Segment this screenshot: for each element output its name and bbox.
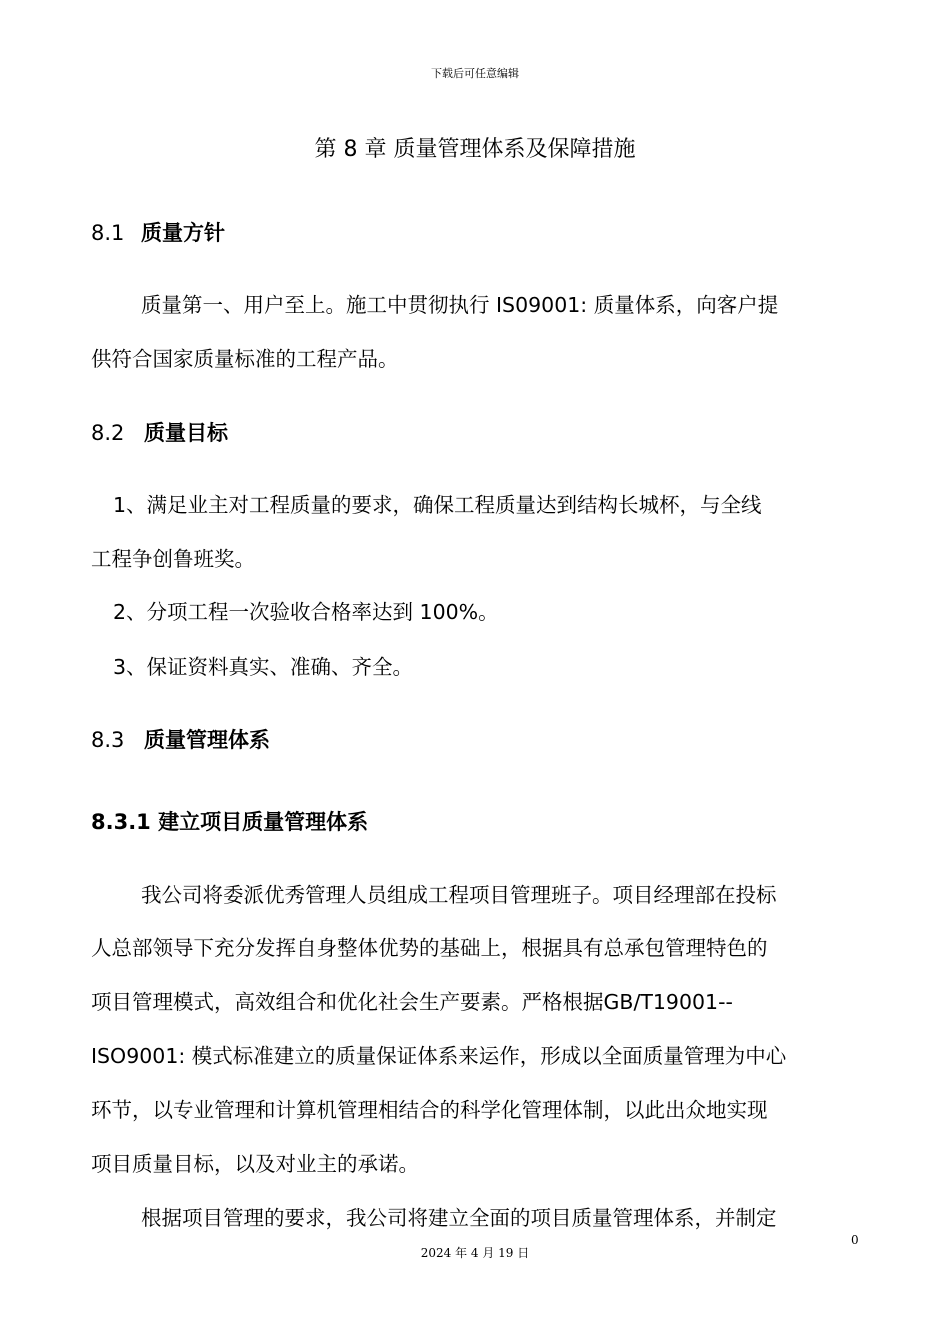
section-heading-8-1 xyxy=(91,218,225,248)
section-number: 8.3 xyxy=(91,728,125,752)
paragraph-line: ISO9001: 模式标准建立的质量保证体系来运作，形成以全面质量管理为中心 xyxy=(91,1044,787,1068)
footer-date: 2024 年 4 月 19 日 xyxy=(420,1246,530,1260)
paragraph-line: 环节，以专业管理和计算机管理相结合的科学化管理体制，以此出众地实现 xyxy=(91,1098,768,1122)
section-heading-8-3 xyxy=(91,725,270,755)
paragraph-line: 供符合国家质量标准的工程产品。 xyxy=(91,347,399,371)
paragraph-line: 根据项目管理的要求，我公司将建立全面的项目质量管理体系，并制定 xyxy=(141,1206,777,1230)
section-title: 质量方针 xyxy=(141,221,225,245)
paragraph-line: 项目管理模式，高效组合和优化社会生产要素。严格根据GB/T19001-- xyxy=(91,990,733,1014)
paragraph-line: 项目质量目标，以及对业主的承诺。 xyxy=(91,1152,419,1176)
section-number: 8.1 xyxy=(91,221,125,245)
goal-item-3: 3、保证资料真实、准确、齐全。 xyxy=(113,655,414,679)
goal-item-1: 1、满足业主对工程质量的要求，确保工程质量达到结构长城杯，与全线 xyxy=(113,493,762,517)
section-heading-8-2 xyxy=(91,418,228,448)
section-number: 8.2 xyxy=(91,421,125,445)
paragraph-line: 工程争创鲁班奖。 xyxy=(91,547,255,571)
section-title: 质量管理体系 xyxy=(144,728,270,752)
paragraph-line: 质量第一、用户至上。施工中贯彻执行 IS09001: 质量体系，向客户提 xyxy=(141,293,779,317)
chapter-title: 第 8 章 质量管理体系及保障措施 xyxy=(314,137,636,162)
page-number: 0 xyxy=(851,1233,859,1247)
header-note: 下载后可任意编辑 xyxy=(431,67,519,80)
goal-item-2: 2、分项工程一次验收合格率达到 100%。 xyxy=(113,600,499,624)
paragraph-line: 人总部领导下充分发挥自身整体优势的基础上，根据具有总承包管理特色的 xyxy=(91,936,768,960)
section-title: 质量目标 xyxy=(144,421,228,445)
paragraph-line: 我公司将委派优秀管理人员组成工程项目管理班子。项目经理部在投标 xyxy=(141,883,777,907)
subsection-heading-8-3-1: 8.3.1 建立项目质量管理体系 xyxy=(91,810,369,834)
